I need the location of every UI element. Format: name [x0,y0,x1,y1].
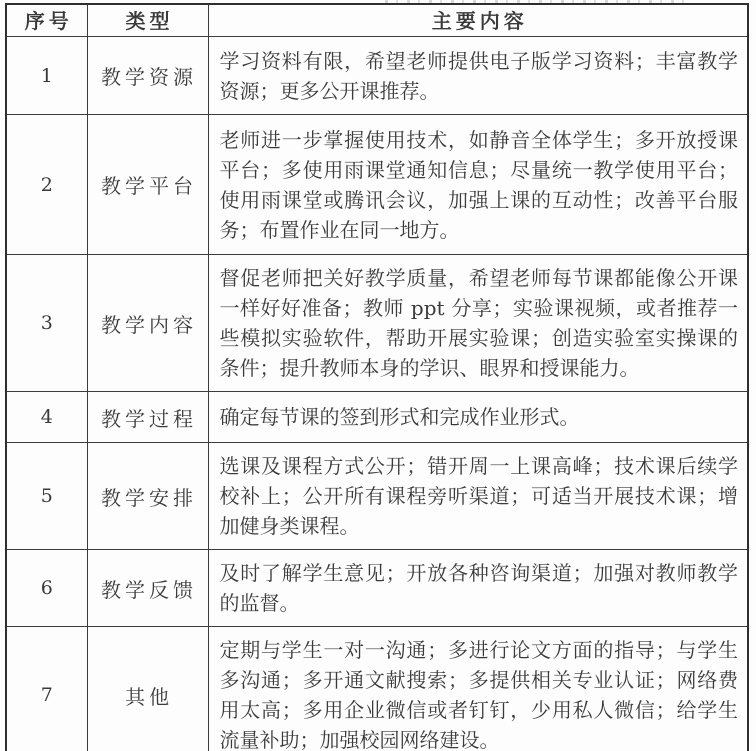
table-row [6,627,748,751]
row-content: 督促老师把关好教学质量，希望老师每节课都能像公开课一样好好准备；教师 ppt 分享；实验课视频，或者推荐一些模拟实验软件，帮助开展实验课；创造实验室实操课的条件；提升教师本身的学识、眼界和授课能力。 [208,255,748,392]
row-content: 确定每节课的签到形式和完成作业形式。 [208,392,748,443]
row-number: 5 [6,443,87,550]
row-content: 学习资料有限，希望老师提供电子版学习资料；丰富教学资源；更多公开课推荐。 [208,37,748,115]
row-number: 2 [6,115,87,255]
row-type: 其他 [87,627,208,751]
table-row [6,255,748,392]
table-header-row [6,4,748,37]
table-row [6,550,748,627]
row-number: 7 [6,627,87,751]
row-content: 选课及课程方式公开；错开周一上课高峰；技术课后续学校补上；公开所有课程旁听渠道；可适当开展技术课；增加健身类课程。 [208,443,748,550]
header-cell-number: 序号 [6,4,87,37]
row-type: 教学内容 [87,255,208,392]
row-number: 4 [6,392,87,443]
table-row [6,37,748,115]
row-type: 教学反馈 [87,550,208,627]
table-row [6,392,748,443]
row-type: 教学过程 [87,392,208,443]
row-type: 教学平台 [87,115,208,255]
row-number: 1 [6,37,87,115]
header-cell-type: 类型 [87,4,208,37]
row-content: 老师进一步掌握使用技术，如静音全体学生；多开放授课平台；多使用雨课堂通知信息；尽量统一教学使用平台；使用雨课堂或腾讯会议，加强上课的互动性；改善平台服务；布置作业在同一地方。 [208,115,748,255]
row-type: 教学安排 [87,443,208,550]
header-cell-content: 主要内容 [208,4,748,37]
feedback-table [5,3,749,751]
row-content: 及时了解学生意见；开放各种咨询渠道；加强对教师教学的监督。 [208,550,748,627]
row-number: 3 [6,255,87,392]
row-number: 6 [6,550,87,627]
row-content: 定期与学生一对一沟通；多进行论文方面的指导；与学生多沟通；多开通文献搜索；多提供相关专业认证；网络费用太高；多用企业微信或者钉钉，少用私人微信；给学生流量补助；加强校园网络建设。 [208,627,748,751]
row-type: 教学资源 [87,37,208,115]
table-row [6,443,748,550]
table-row [6,115,748,255]
